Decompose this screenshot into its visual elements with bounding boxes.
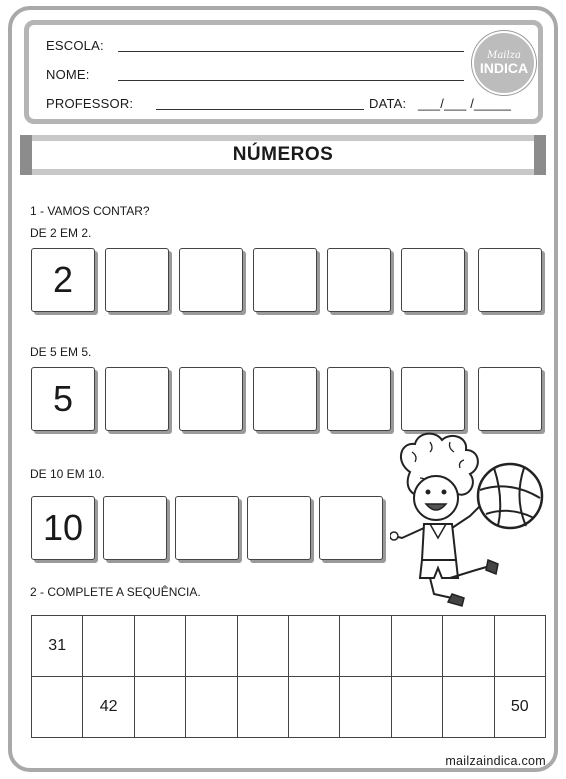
grid-cell[interactable] bbox=[391, 677, 442, 738]
escola-label: ESCOLA: bbox=[46, 38, 104, 53]
grid-cell[interactable] bbox=[288, 677, 339, 738]
row1-label: DE 2 EM 2. bbox=[30, 226, 92, 240]
row3-label: DE 10 EM 10. bbox=[30, 467, 105, 481]
grid-cell[interactable] bbox=[32, 677, 83, 738]
count-box[interactable] bbox=[105, 248, 169, 312]
footer-url: mailzaindica.com bbox=[445, 754, 546, 768]
grid-cell[interactable] bbox=[237, 677, 288, 738]
table-row bbox=[32, 677, 546, 738]
grid-cell[interactable] bbox=[443, 677, 494, 738]
date-field[interactable]: ___/___ /_____ bbox=[418, 96, 512, 111]
count-box[interactable] bbox=[401, 248, 465, 312]
professor-label: PROFESSOR: bbox=[46, 96, 134, 111]
section1-heading: 1 - VAMOS CONTAR? bbox=[30, 204, 150, 218]
count-box-first: 10 bbox=[31, 496, 95, 560]
title-bar bbox=[20, 135, 546, 175]
count-box[interactable] bbox=[319, 496, 383, 560]
section2-heading: 2 - COMPLETE A SEQUÊNCIA. bbox=[30, 585, 201, 599]
nome-field[interactable] bbox=[118, 80, 464, 81]
grid-cell[interactable] bbox=[134, 616, 185, 677]
count-box[interactable] bbox=[478, 248, 542, 312]
count-box[interactable] bbox=[327, 367, 391, 431]
grid-cell[interactable] bbox=[494, 616, 545, 677]
grid-cell[interactable] bbox=[340, 616, 391, 677]
count-box[interactable] bbox=[175, 496, 239, 560]
count-box[interactable] bbox=[179, 248, 243, 312]
count-box[interactable] bbox=[247, 496, 311, 560]
title-cap-left bbox=[20, 135, 32, 175]
title-cap-right bbox=[534, 135, 546, 175]
grid-cell[interactable] bbox=[443, 616, 494, 677]
count-box[interactable] bbox=[401, 367, 465, 431]
row2-label: DE 5 EM 5. bbox=[30, 345, 92, 359]
count-box[interactable] bbox=[103, 496, 167, 560]
grid-cell: 50 bbox=[494, 677, 545, 738]
grid-cell[interactable] bbox=[288, 616, 339, 677]
table-row bbox=[32, 616, 546, 677]
grid-cell[interactable] bbox=[391, 616, 442, 677]
count-box[interactable] bbox=[478, 367, 542, 431]
count-box[interactable] bbox=[327, 248, 391, 312]
grid-cell[interactable] bbox=[83, 616, 134, 677]
grid-cell[interactable] bbox=[134, 677, 185, 738]
data-label: DATA: bbox=[369, 96, 407, 111]
nome-label: NOME: bbox=[46, 67, 90, 82]
grid-cell[interactable] bbox=[186, 616, 237, 677]
boy-with-ball-illustration bbox=[390, 432, 550, 622]
logo-line2: INDICA bbox=[479, 60, 529, 76]
count-box-first: 5 bbox=[31, 367, 95, 431]
count-box[interactable] bbox=[253, 367, 317, 431]
sequence-grid bbox=[31, 615, 546, 738]
grid-cell: 42 bbox=[83, 677, 134, 738]
logo-line1: Mailza bbox=[487, 50, 521, 61]
grid-cell[interactable] bbox=[237, 616, 288, 677]
grid-cell[interactable] bbox=[186, 677, 237, 738]
page-title: NÚMEROS bbox=[232, 144, 334, 165]
count-box[interactable] bbox=[253, 248, 317, 312]
count-box[interactable] bbox=[179, 367, 243, 431]
professor-field[interactable] bbox=[156, 109, 364, 110]
grid-cell[interactable] bbox=[340, 677, 391, 738]
count-box[interactable] bbox=[105, 367, 169, 431]
brand-logo bbox=[472, 31, 536, 95]
count-box-first: 2 bbox=[31, 248, 95, 312]
escola-field[interactable] bbox=[118, 51, 464, 52]
grid-cell: 31 bbox=[32, 616, 83, 677]
